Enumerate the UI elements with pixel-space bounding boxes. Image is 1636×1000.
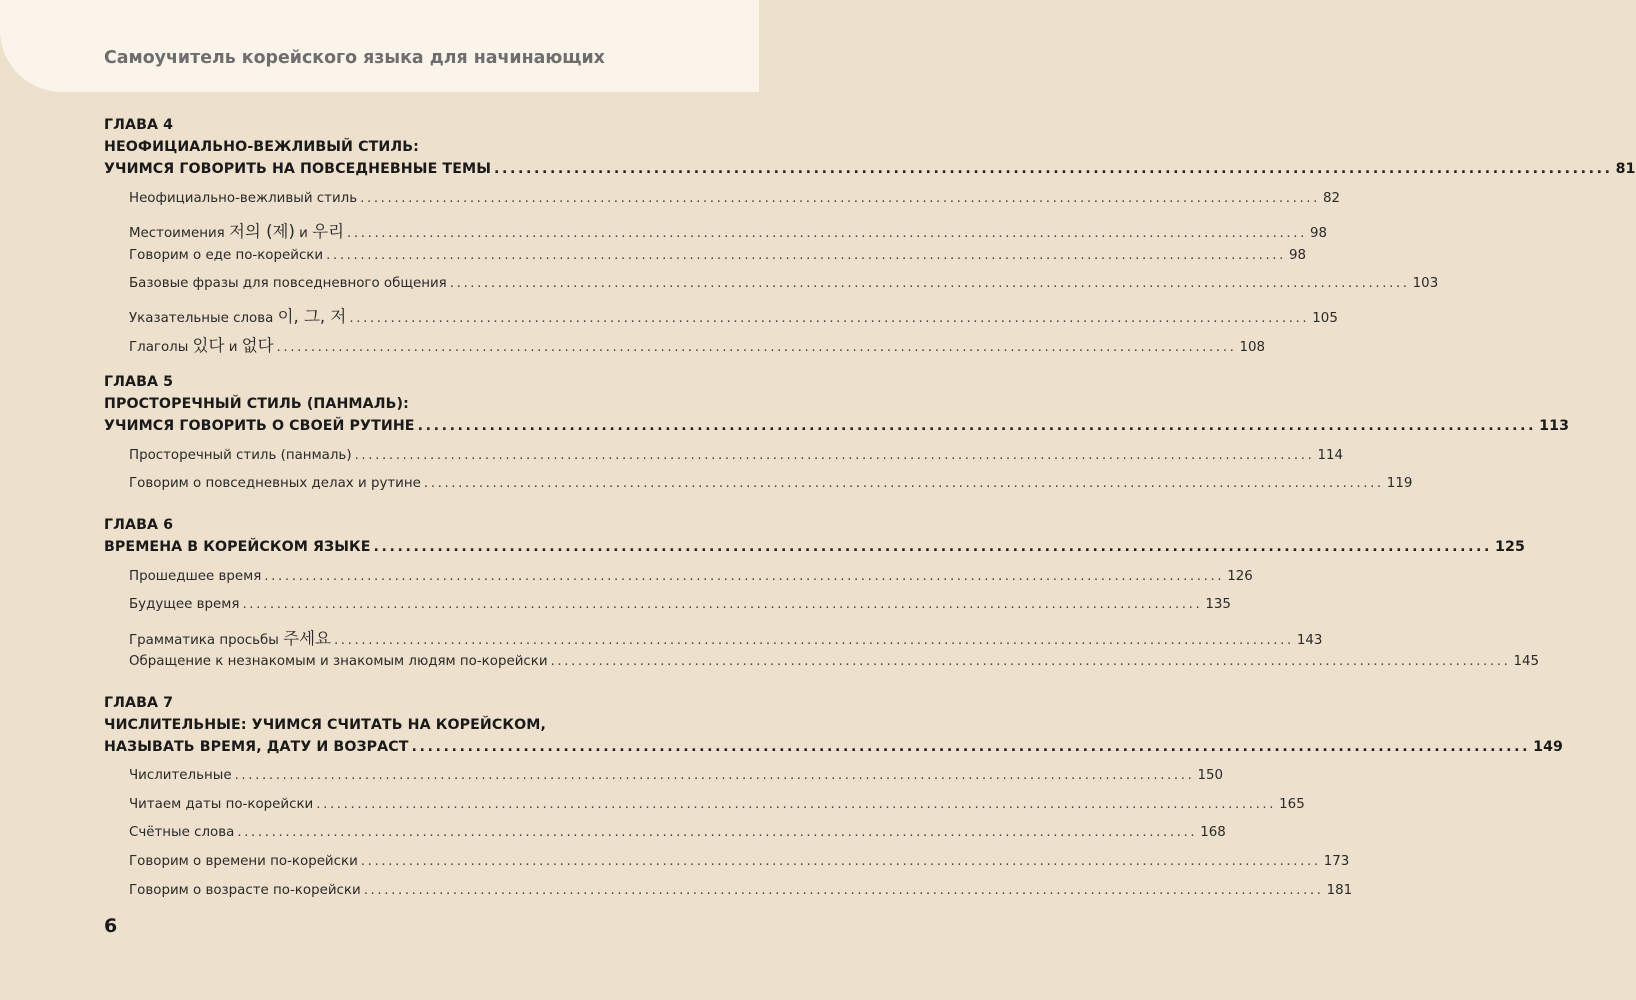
- leader-dots: ............................................................................................................................................: [373, 539, 1493, 555]
- toc-entry[interactable]: [129, 654, 1540, 669]
- toc-entry-title: Говорим о еде по-корейски: [129, 248, 324, 263]
- leader-dots: ............................................................................................................................................: [242, 597, 1203, 612]
- toc-entry[interactable]: [129, 191, 1341, 206]
- toc-entry[interactable]: [129, 883, 1353, 898]
- toc-entry-page: 119: [1386, 476, 1413, 491]
- leader-dots: ............................................................................................................................................: [349, 311, 1310, 326]
- leader-dots: ............................................................................................................................................: [363, 883, 1324, 898]
- page-number: 6: [104, 915, 118, 937]
- chapter-page-number: 113: [1539, 418, 1570, 434]
- toc-entry[interactable]: [129, 569, 1253, 584]
- leader-dots: ............................................................................................................................................: [417, 418, 1537, 434]
- toc-entry-title: Читаем даты по-корейски: [129, 797, 314, 812]
- toc-entry-title: Базовые фразы для повседневного общения: [129, 276, 447, 291]
- toc-entry[interactable]: [129, 625, 1323, 649]
- toc-entry-page: 126: [1227, 569, 1253, 584]
- leader-dots: ............................................................................................................................................: [360, 191, 1321, 206]
- toc-entry-title: Говорим о возрасте по-корейски: [129, 883, 361, 898]
- toc-entry[interactable]: [129, 768, 1224, 783]
- chapter-4-label: ГЛАВА 4: [104, 117, 174, 133]
- toc-entry[interactable]: [129, 303, 1338, 327]
- leader-dots: ............................................................................................................................................: [326, 248, 1287, 263]
- leader-dots: ............................................................................................................................................: [449, 276, 1410, 291]
- toc-entry[interactable]: [129, 218, 1327, 242]
- toc-entry-page: 168: [1200, 825, 1226, 840]
- toc-entry[interactable]: [129, 597, 1231, 612]
- leader-dots: ............................................................................................................................................: [360, 854, 1321, 869]
- toc-entry-title: Обращение к незнакомым и знакомым людям по-корейски: [129, 654, 548, 669]
- toc-entry-page: 108: [1239, 340, 1266, 355]
- toc-entry-title: Глаголы 있다 и 없다: [129, 336, 274, 355]
- toc-entry-title: Неофициально-вежливый стиль: [129, 191, 358, 206]
- toc-entry[interactable]: [129, 448, 1344, 463]
- toc-entry-title: Указательные слова 이, 그, 저: [129, 307, 347, 326]
- leader-dots: ............................................................................................................................................: [550, 654, 1511, 669]
- toc-entry-page: 105: [1312, 311, 1338, 326]
- book-title: Самоучитель корейского языка для начинающих: [104, 48, 605, 68]
- toc-entry[interactable]: [129, 476, 1413, 491]
- toc-entry-page: 114: [1317, 448, 1344, 463]
- leader-dots: ............................................................................................................................................: [423, 476, 1384, 491]
- toc-entry-page: 150: [1197, 768, 1224, 783]
- toc-entry-page: 173: [1323, 854, 1350, 869]
- toc-entry-title: Говорим о повседневных делах и рутине: [129, 476, 421, 491]
- chapter-7-label: ГЛАВА 7: [104, 695, 174, 711]
- chapter-page-number: 81: [1615, 161, 1636, 177]
- toc-entry-title: Местоимения 저의 (제) и 우리: [129, 222, 345, 241]
- toc-entry[interactable]: [129, 332, 1266, 356]
- leader-dots: ............................................................................................................................................: [234, 768, 1195, 783]
- toc-entry[interactable]: [129, 797, 1305, 812]
- toc-entry-title: Грамматика просьбы 주세요: [129, 629, 331, 648]
- chapter-6-title-line1[interactable]: ВРЕМЕНА В КОРЕЙСКОМ ЯЗЫКЕ ............................................................................................................................................ 125: [104, 539, 1525, 555]
- toc-entry-page: 98: [1289, 248, 1307, 263]
- toc-entry-title: Прошедшее время: [129, 569, 262, 584]
- header-band: [0, 0, 759, 92]
- toc-entry-title: Говорим о времени по-корейски: [129, 854, 358, 869]
- toc-entry-page: 181: [1326, 883, 1353, 898]
- leader-dots: ............................................................................................................................................: [494, 161, 1613, 177]
- toc-entry[interactable]: [129, 276, 1439, 291]
- leader-dots: ............................................................................................................................................: [354, 448, 1315, 463]
- chapter-page-number: 125: [1495, 539, 1525, 555]
- chapter-5-title-line1: ПРОСТОРЕЧНЫЙ СТИЛЬ (ПАНМАЛЬ):: [104, 396, 409, 412]
- leader-dots: ............................................................................................................................................: [237, 825, 1198, 840]
- chapter-7-title-line2[interactable]: НАЗЫВАТЬ ВРЕМЯ, ДАТУ И ВОЗРАСТ ............................................................................................................................................ 149: [104, 739, 1564, 755]
- toc-entry[interactable]: [129, 248, 1307, 263]
- leader-dots: ............................................................................................................................................: [264, 569, 1225, 584]
- leader-dots: ............................................................................................................................................: [411, 739, 1531, 755]
- toc-entry-page: 145: [1513, 654, 1540, 669]
- chapter-5-title-line2[interactable]: УЧИМСЯ ГОВОРИТЬ О СВОЕЙ РУТИНЕ ............................................................................................................................................ 113: [104, 418, 1570, 434]
- toc-entry-page: 98: [1309, 226, 1327, 241]
- chapter-4-title-line1: НЕОФИЦИАЛЬНО-ВЕЖЛИВЫЙ СТИЛЬ:: [104, 139, 419, 155]
- toc-entry-title: Числительные: [129, 768, 232, 783]
- leader-dots: ............................................................................................................................................: [276, 340, 1237, 355]
- chapter-6-label: ГЛАВА 6: [104, 517, 174, 533]
- toc-entry[interactable]: [129, 854, 1350, 869]
- toc-entry-title: Просторечный стиль (панмаль): [129, 448, 352, 463]
- toc-entry-title: Счётные слова: [129, 825, 235, 840]
- toc-entry[interactable]: [129, 825, 1226, 840]
- toc-entry-title: Будущее время: [129, 597, 240, 612]
- toc-entry-page: 82: [1323, 191, 1341, 206]
- toc-entry-page: 135: [1205, 597, 1231, 612]
- leader-dots: ............................................................................................................................................: [347, 226, 1307, 241]
- leader-dots: ............................................................................................................................................: [316, 797, 1277, 812]
- leader-dots: ............................................................................................................................................: [333, 633, 1294, 648]
- chapter-7-title-line1: ЧИСЛИТЕЛЬНЫЕ: УЧИМСЯ СЧИТАТЬ НА КОРЕЙСКОМ,: [104, 717, 546, 733]
- toc-entry-page: 103: [1412, 276, 1439, 291]
- chapter-4-title-line2[interactable]: УЧИМСЯ ГОВОРИТЬ НА ПОВСЕДНЕВНЫЕ ТЕМЫ ............................................................................................................................................ 81: [104, 161, 1636, 177]
- chapter-page-number: 149: [1533, 739, 1564, 755]
- toc-entry-page: 165: [1279, 797, 1305, 812]
- chapter-5-label: ГЛАВА 5: [104, 374, 174, 390]
- toc-entry-page: 143: [1296, 633, 1323, 648]
